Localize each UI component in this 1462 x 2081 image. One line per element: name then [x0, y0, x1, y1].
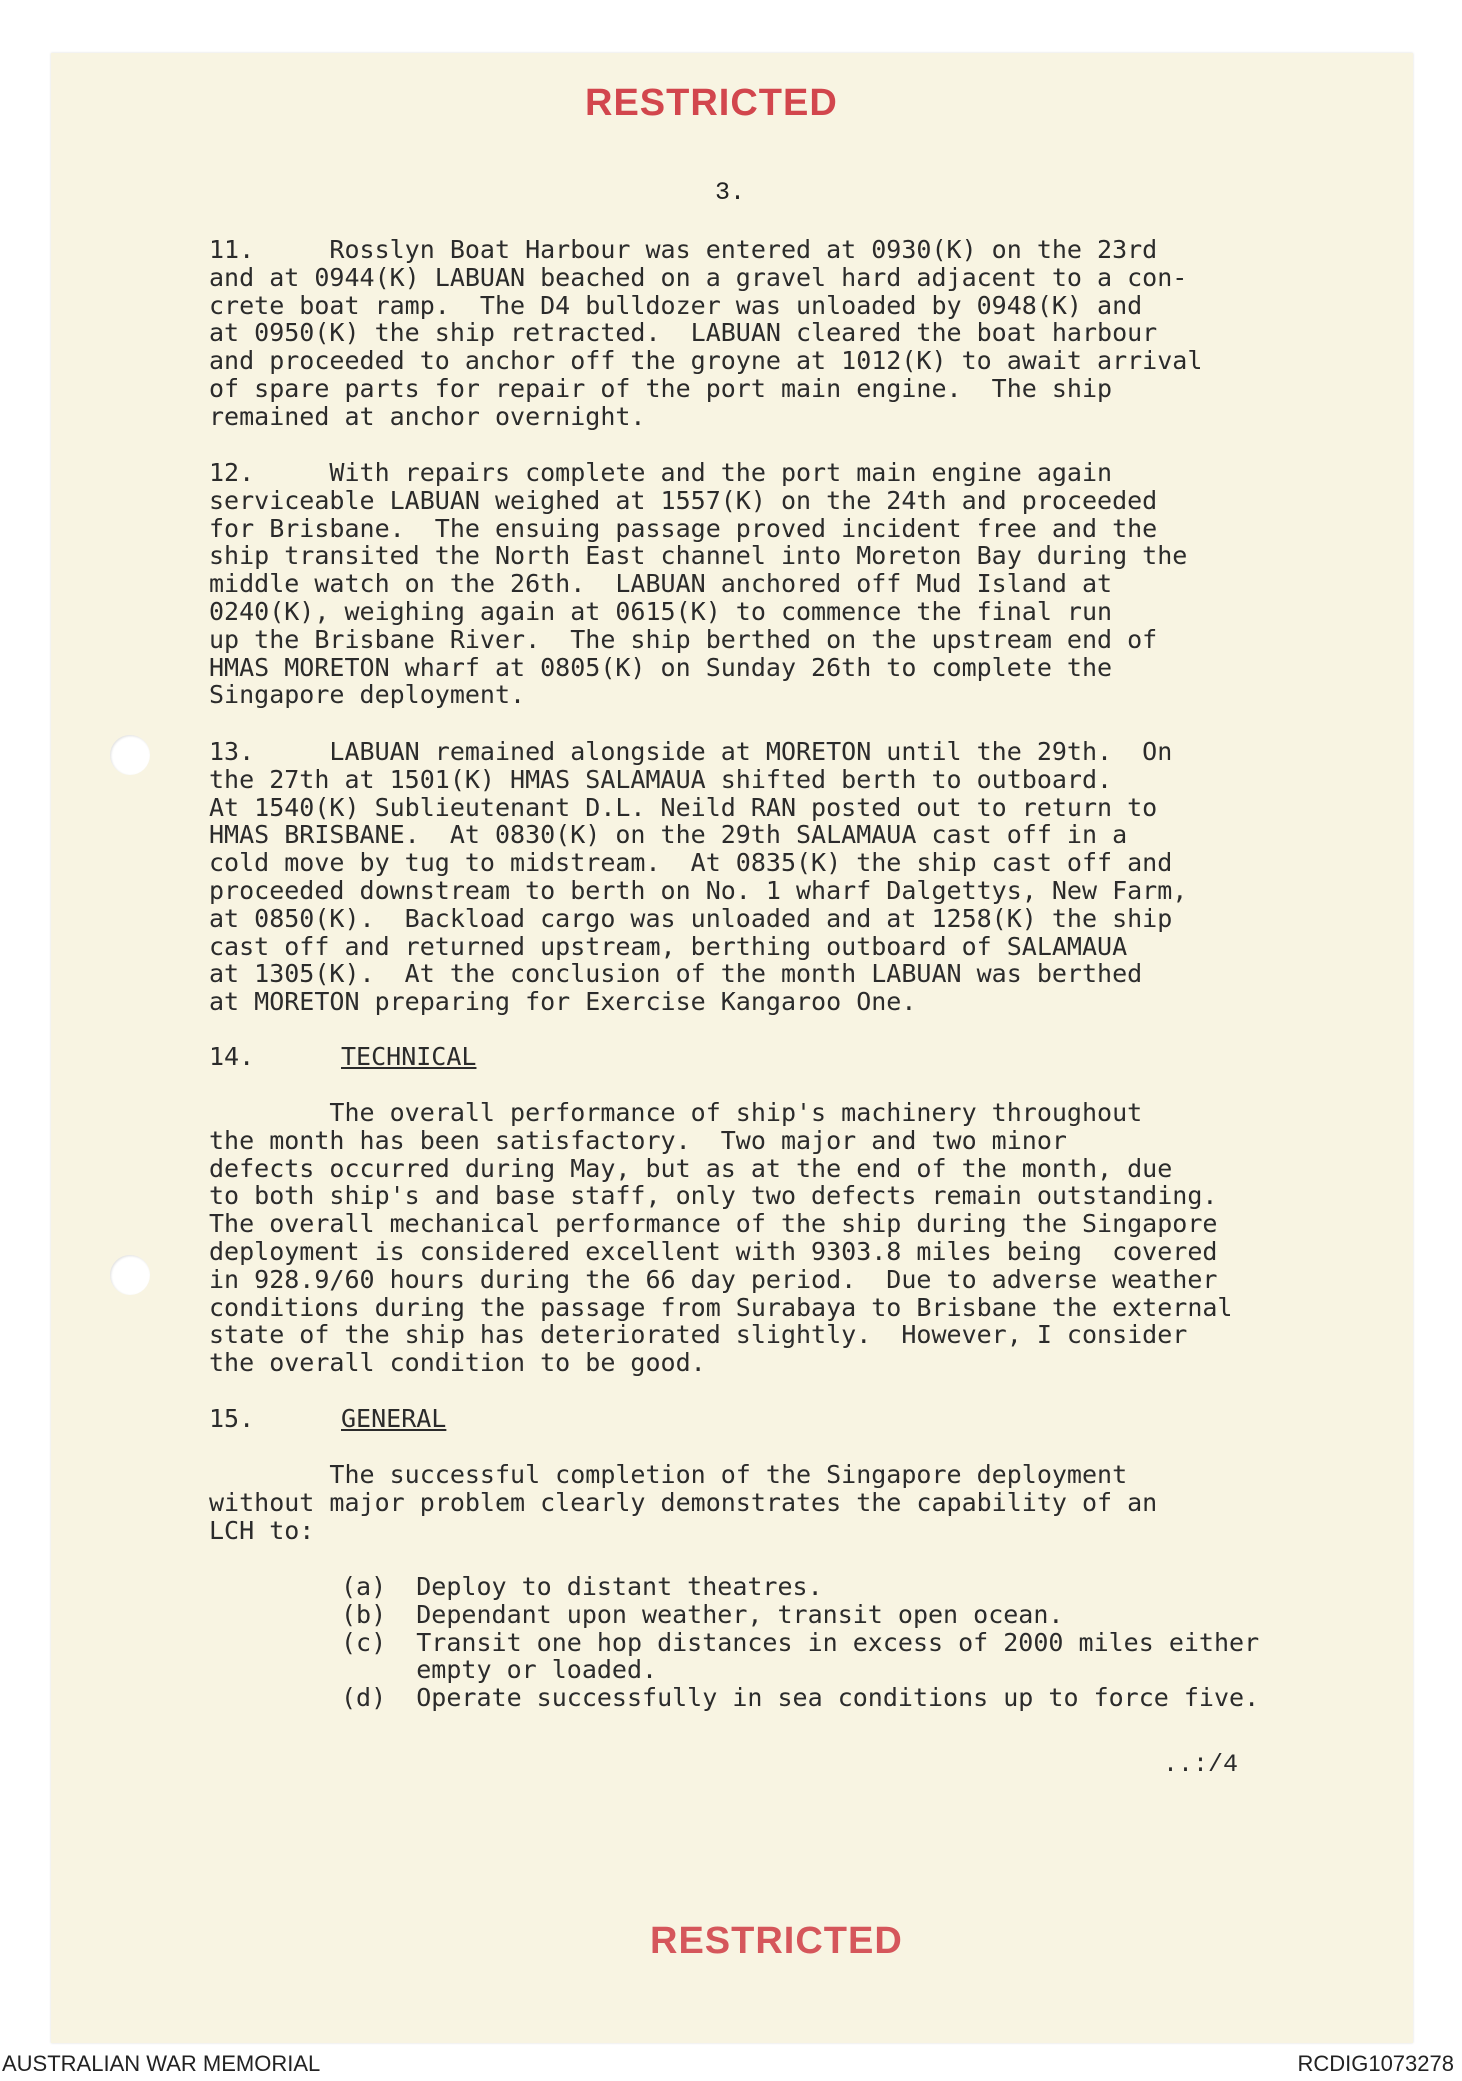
paragraph-14: The overall performance of ship's machinery throughout the month has been satisfactory. Two major and two minor defects occurred during May, but as at the end of the month, due to both ship's and base staff, only two defects remain outstanding. The overall mechanical performance of the ship during the Singapore deployment is considered excellent with 9303.8 miles being covered in 928.9/60 hours during the 66 day period. Due to adverse weather conditions during the passage from Surabaya to Brisbane the external state of the ship has deteriorated slightly. However, I consider the overall condition to be good.	[209, 1098, 1233, 1378]
punch-hole-lower	[110, 1255, 150, 1295]
paragraph-12: 12. With repairs complete and the port main engine again serviceable LABUAN weighed at 1557(K) on the 24th and proceeded for Brisbane. The ensuing passage proved incident free and the ship transited the North East channel into Moreton Bay during the middle watch on the 26th. LABUAN anchored off Mud Island at 0240(K), weighing again at 0615(K) to commence the final run up the Brisbane River. The ship berthed on the upstream end of HMAS MORETON wharf at 0805(K) on Sunday 26th to complete the Singapore deployment.	[209, 458, 1188, 710]
restricted-stamp-top: RESTRICTED	[585, 82, 838, 124]
footer-record-id: RCDIG1073278	[1297, 2051, 1454, 2076]
continuation-marker: ..:/4	[1163, 1750, 1239, 1779]
section-15-number: 15.	[209, 1404, 255, 1433]
section-14-number: 14.	[209, 1042, 255, 1071]
restricted-stamp-bottom: RESTRICTED	[650, 1920, 903, 1962]
punch-hole-upper	[110, 735, 150, 775]
paragraph-13: 13. LABUAN remained alongside at MORETON until the 29th. On the 27th at 1501(K) HMAS SALAMAUA shifted berth to outboard. At 1540(K) Sublieutenant D.L. Neild RAN posted out to return to HMAS BRISBANE. At 0830(K) on the 29th SALAMAUA cast off in a cold move by tug to midstream. At 0835(K) the ship cast off and proceeded downstream to berth on No. 1 wharf Dalgettys, New Farm, at 0850(K). Backload cargo was unloaded and at 1258(K) the ship cast off and returned upstream, berthing outboard of SALAMAUA at 1305(K). At the conclusion of the month LABUAN was berthed at MORETON preparing for Exercise Kangaroo One.	[209, 737, 1188, 1017]
page-number: 3.	[715, 178, 746, 207]
footer-archive-name: AUSTRALIAN WAR MEMORIAL	[2, 2051, 321, 2076]
paragraph-11: 11. Rosslyn Boat Harbour was entered at 0930(K) on the 23rd and at 0944(K) LABUAN beached on a gravel hard adjacent to a con- crete boat ramp. The D4 bulldozer was unloaded by 0948(K) and at 0950(K) the ship retracted. LABUAN cleared the boat harbour and proceeded to anchor off the groyne at 1012(K) to await arrival of spare parts for repair of the port main engine. The ship remained at anchor overnight.	[209, 235, 1203, 431]
section-14-heading: TECHNICAL	[341, 1042, 477, 1071]
section-15-heading: GENERAL	[341, 1404, 447, 1433]
paragraph-15: The successful completion of the Singapore deployment without major problem clearly demonstrates the capability of an LCH to:	[209, 1460, 1158, 1545]
capability-list: (a) Deploy to distant theatres. (b) Dependant upon weather, transit open ocean. (c) Transit one hop distances in excess of 2000 miles either empty or loaded. (d) Operate successfully in sea conditions up to force five.	[341, 1572, 1260, 1713]
